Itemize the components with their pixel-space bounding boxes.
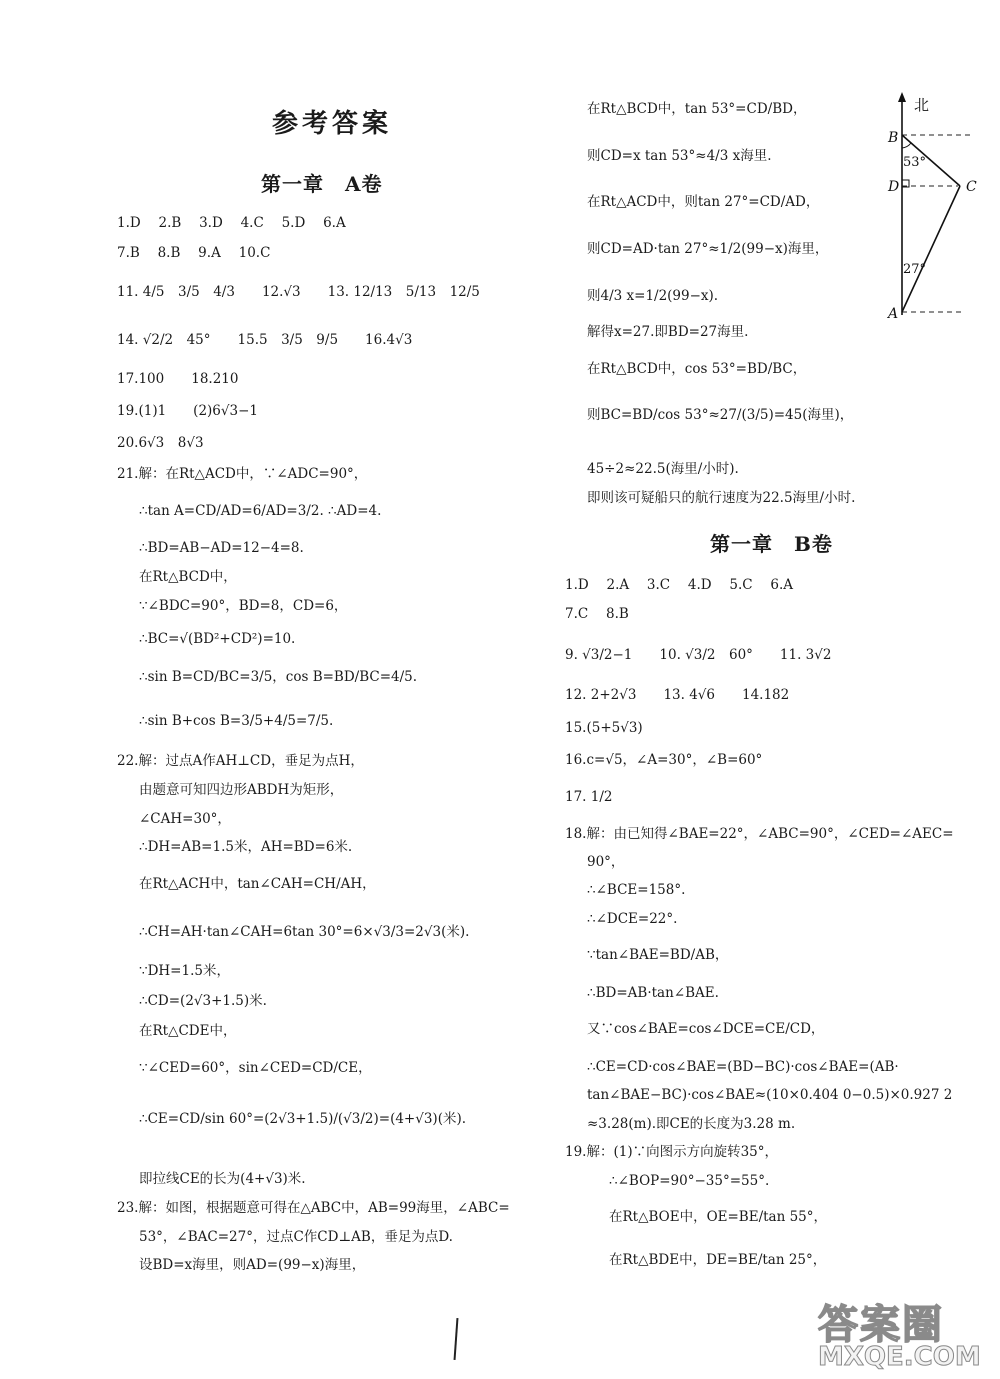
answer-line: 16.c=√5，∠A=30°，∠B=60° [565,752,763,768]
answer-line: 又∵cos∠BAE=cos∠DCE=CE/CD， [587,1021,825,1037]
answer-line: 53°，∠BAC=27°，过点C作CD⊥AB，垂足为点D. [139,1229,453,1245]
point-c-label: C [966,179,977,195]
angle-label-bottom: 27° [903,262,927,277]
answer-line: 在Rt△BCD中，tan 53°=CD/BD， [587,101,807,117]
answer-line: 19.(1)1 (2)6√3−1 [117,403,258,419]
answer-line: 17.100 18.210 [117,371,239,387]
answer-line: 在Rt△BCD中，cos 53°=BD/BC， [587,361,807,377]
chapter-a-heading: 第一章 A卷 [261,172,383,196]
answer-line: ∴∠BCE=158°. [587,882,686,898]
page-title: 参考答案 [272,109,393,139]
watermark-bottom: MXQE.COM [818,1342,981,1372]
answer-line: 7.C 8.B [565,606,629,622]
answer-line: 14. √2/2 45° 15.5 3/5 9/5 16.4√3 [117,332,413,348]
answer-line: 在Rt△ACD中，则tan 27°=CD/AD， [587,194,820,210]
answer-line: ∴sin B+cos B=3/5+4/5=7/5. [139,713,334,729]
answer-line: 19.解：(1)∵向图示方向旋转35°， [565,1144,779,1160]
answer-line: 则CD=x tan 53°≈4/3 x海里. [587,148,772,164]
answer-line: 9. √3/2−1 10. √3/2 60° 11. 3√2 [565,647,832,663]
answer-line: 21.解：在Rt△ACD中，∵∠ADC=90°， [117,466,368,482]
answer-line: 17. 1/2 [565,789,613,805]
answer-line: 即则该可疑船只的航行速度为22.5海里/小时. [587,490,856,506]
answer-line: 在Rt△BCD中， [139,569,237,585]
answer-line: 即拉线CE的长为(4+√3)米. [139,1171,306,1187]
segment-ac [902,186,960,312]
answer-line: 则BC=BD/cos 53°≈27/(3/5)=45(海里)， [587,407,854,423]
answer-line: 设BD=x海里，则AD=(99−x)海里， [139,1257,366,1273]
answer-line: ∴CE=CD·cos∠BAE=(BD−BC)·cos∠BAE=(AB· [587,1059,899,1075]
answer-line: ∴BD=AB·tan∠BAE. [587,985,719,1001]
answer-line: ≈3.28(m).即CE的长度为3.28 m. [587,1116,796,1132]
point-b-label: B [888,130,899,146]
answer-line: 在Rt△ACH中，tan∠CAH=CH/AH， [139,876,376,892]
answer-line: 解得x=27.即BD=27海里. [587,324,749,340]
answer-line: ∠CAH=30°， [139,811,231,827]
answer-line: ∴sin B=CD/BC=3/5，cos B=BD/BC=4/5. [139,669,418,685]
answer-line: ∴CH=AH·tan∠CAH=6tan 30°=6×√3/3=2√3(米). [139,924,470,940]
answer-line: 23.解：如图，根据题意可得在△ABC中，AB=99海里，∠ABC= [117,1200,510,1216]
pen-mark [454,1318,459,1360]
answer-line: ∵DH=1.5米， [139,963,230,979]
answer-line: ∴DH=AB=1.5米，AH=BD=6米. [139,839,353,855]
angle-arc-top [902,143,911,148]
answer-line: 在Rt△BDE中，DE=BE/tan 25°， [609,1252,827,1268]
answer-line: ∴BC=√(BD²+CD²)=10. [139,631,296,647]
answer-line: 在Rt△BOE中，OE=BE/tan 55°， [609,1209,828,1225]
answer-line: ∴BD=AB−AD=12−4=8. [139,540,304,556]
answer-line: 1.D 2.B 3.D 4.C 5.D 6.A [117,215,346,231]
answer-line: 11. 4/5 3/5 4/3 12.√3 13. 12/13 5/13 12/5 [117,284,480,300]
answer-line: 90°， [587,854,625,870]
answer-line: ∴∠DCE=22°. [587,911,678,927]
answer-line: 45÷2≈22.5(海里/小时). [587,461,739,477]
answer-line: ∴∠BOP=90°−35°=55°. [609,1173,770,1189]
point-d-label: D [888,179,900,195]
answer-line: 则4/3 x=1/2(99−x). [587,288,719,304]
answer-line: 20.6√3 8√3 [117,435,204,451]
answer-line: 12. 2+2√3 13. 4√6 14.182 [565,687,790,703]
answer-line: ∵∠BDC=90°，BD=8，CD=6， [139,598,348,614]
north-label: 北 [914,96,930,114]
answer-line: 15.(5+5√3) [565,720,643,736]
answer-line: ∴tan A=CD/AD=6/AD=3/2. ∴AD=4. [139,503,382,519]
answer-line: 18.解：由已知得∠BAE=22°，∠ABC=90°，∠CED=∠AEC= [565,826,954,842]
answer-line: 由题意可知四边形ABDH为矩形， [139,782,344,798]
chapter-b-heading: 第一章 B卷 [710,532,833,556]
answer-line: ∴CD=(2√3+1.5)米. [139,993,267,1009]
watermark-top: 答案圈 [818,1302,944,1348]
north-arrow-icon [898,92,906,102]
triangle-figure [880,90,990,325]
point-a-label: A [888,306,899,322]
answer-line: tan∠BAE−BC)·cos∠BAE≈(10×0.404 0−0.5)×0.927 2 [587,1087,953,1103]
answer-line: 7.B 8.B 9.A 10.C [117,245,271,261]
watermark-logo [818,1293,994,1373]
angle-label-top: 53° [903,155,927,170]
answer-line: 则CD=AD·tan 27°≈1/2(99−x)海里， [587,241,829,257]
answer-line: 在Rt△CDE中， [139,1023,237,1039]
answer-line: ∵tan∠BAE=BD/AB， [587,947,729,963]
answer-line: ∴CE=CD/sin 60°=(2√3+1.5)/(√3/2)=(4+√3)(米). [139,1111,467,1127]
answer-line: 1.D 2.A 3.C 4.D 5.C 6.A [565,577,794,593]
answer-line: ∵∠CED=60°，sin∠CED=CD/CE， [139,1060,372,1076]
answer-line: 22.解：过点A作AH⊥CD，垂足为点H， [117,753,364,769]
